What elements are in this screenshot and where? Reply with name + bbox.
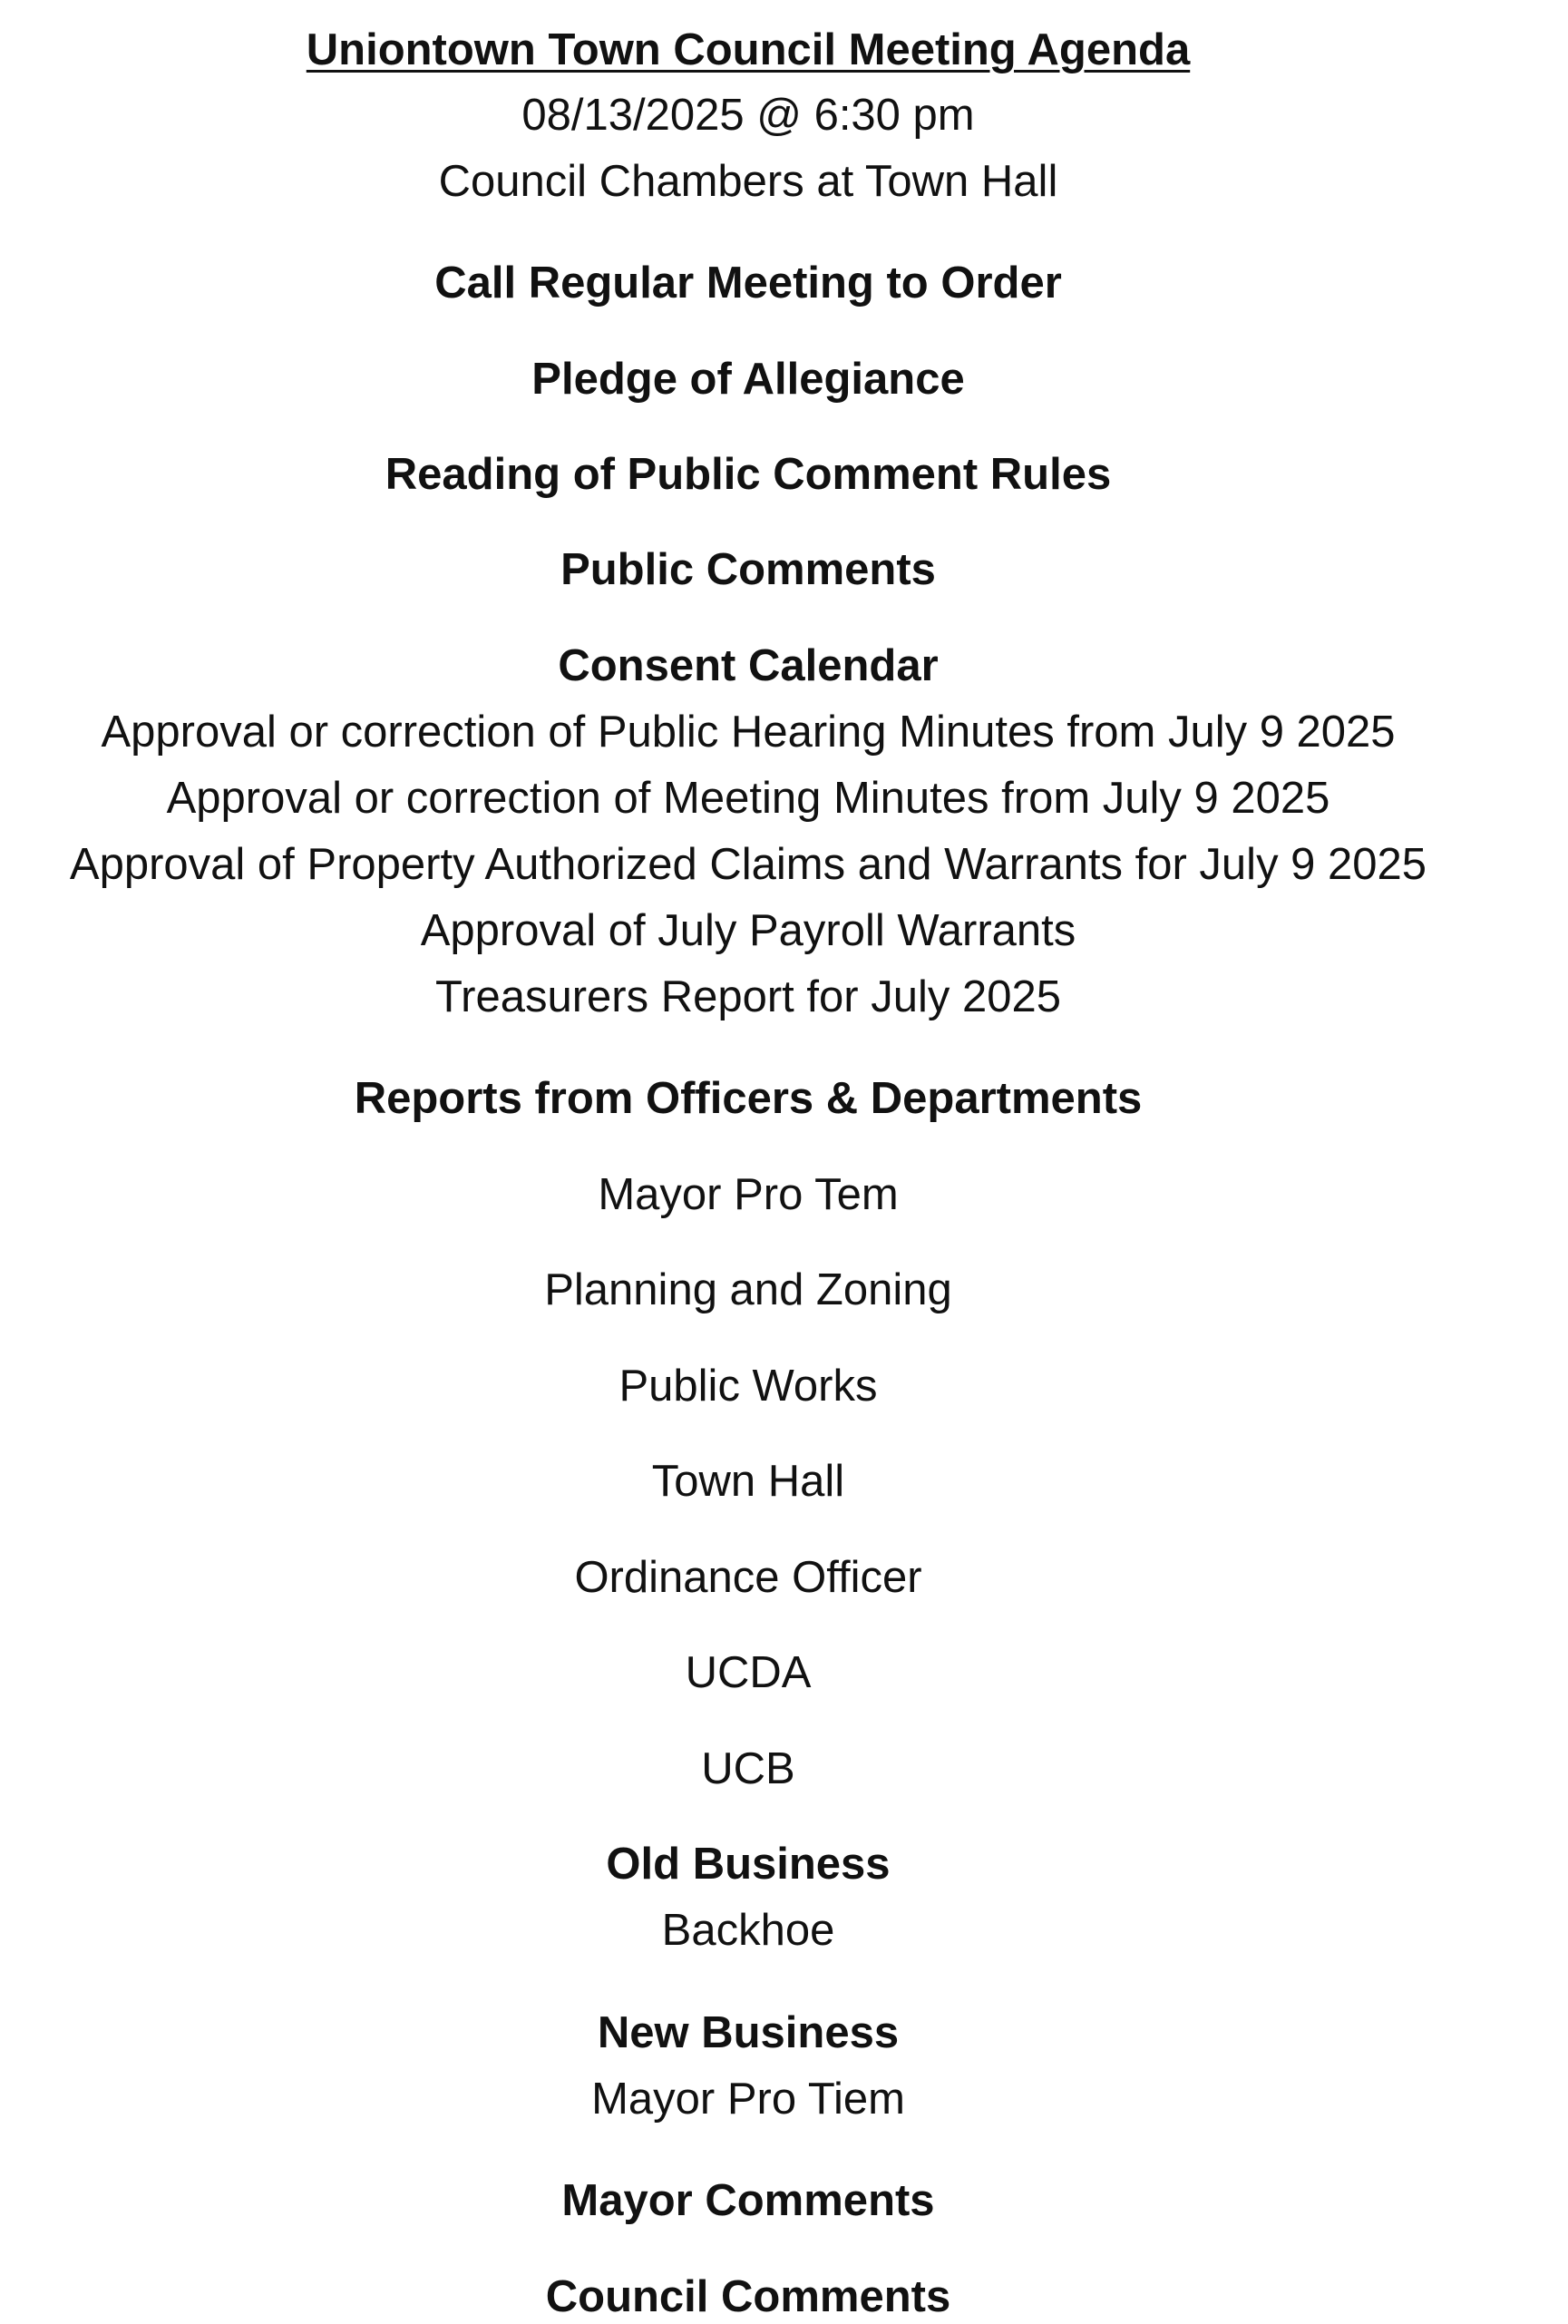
heading-old-business: Old Business (606, 1840, 891, 1889)
meeting-datetime: 08/13/2025 @ 6:30 pm (521, 91, 975, 140)
report-item: UCDA (685, 1648, 812, 1697)
consent-item: Approval of Property Authorized Claims and Warrants for July 9 2025 (69, 840, 1427, 889)
heading-consent-calendar: Consent Calendar (558, 641, 939, 690)
consent-item: Treasurers Report for July 2025 (435, 972, 1061, 1021)
heading-new-business: New Business (597, 2008, 900, 2057)
old-business-item: Backhoe (661, 1906, 835, 1955)
heading-public-comments: Public Comments (560, 545, 936, 594)
report-item: Town Hall (651, 1457, 845, 1506)
report-item: Ordinance Officer (574, 1553, 922, 1602)
report-item: Planning and Zoning (544, 1265, 952, 1314)
meeting-location: Council Chambers at Town Hall (438, 157, 1058, 206)
heading-reports: Reports from Officers & Departments (354, 1074, 1143, 1123)
consent-item: Approval of July Payroll Warrants (420, 906, 1076, 955)
consent-item: Approval or correction of Public Hearing Minutes from July 9 2025 (101, 708, 1396, 757)
heading-public-comment-rules: Reading of Public Comment Rules (385, 450, 1112, 499)
consent-item: Approval or correction of Meeting Minutes from July 9 2025 (166, 774, 1330, 823)
report-item: UCB (701, 1744, 795, 1793)
heading-council-comments: Council Comments (545, 2272, 951, 2321)
new-business-item: Mayor Pro Tiem (591, 2075, 905, 2124)
report-item: Mayor Pro Tem (598, 1170, 899, 1219)
report-item: Public Works (618, 1362, 878, 1411)
agenda-title: Uniontown Town Council Meeting Agenda (306, 25, 1191, 74)
heading-mayor-comments: Mayor Comments (561, 2176, 935, 2225)
heading-pledge: Pledge of Allegiance (531, 355, 965, 404)
heading-call-to-order: Call Regular Meeting to Order (434, 259, 1062, 308)
